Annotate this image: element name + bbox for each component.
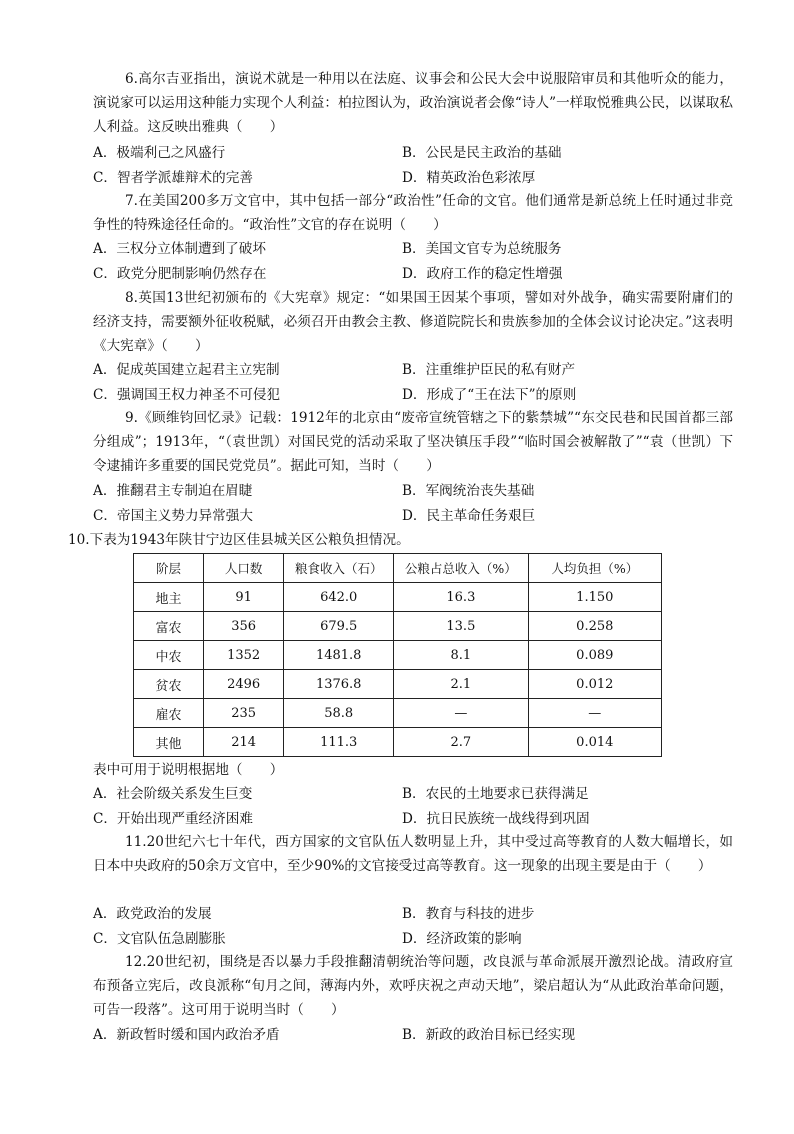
question-number: 11.: [125, 834, 147, 850]
table-row: [134, 670, 662, 699]
table-cell: 1352: [204, 641, 284, 670]
grain-burden-table: [133, 553, 662, 757]
option-d[interactable]: D．经济政策的影响: [402, 930, 522, 947]
question-12-options: [93, 1023, 733, 1048]
question-stem: 下表为1943年陕甘宁边区佳县城关区公粮负担情况。: [89, 532, 410, 548]
option-b[interactable]: B．农民的土地要求已获得满足: [402, 786, 589, 802]
question-number: 8.: [125, 290, 138, 306]
table-row: [134, 641, 662, 670]
question-10-options: [93, 782, 733, 831]
option-c[interactable]: C．智者学派雄辩术的完善: [93, 169, 253, 186]
option-a[interactable]: A．极端利己之风盛行: [93, 145, 226, 161]
question-stem: 英国13世纪初颁布的《大宪章》规定：“如果国王因某个事项，譬如对外战争，确实需要附庸们的经济支持，需要额外征收税赋，必须召开由教会主教、修道院院长和贵族参加的全体会议讨论决定。”这表明《大宪章》（ ）: [93, 290, 733, 354]
option-b[interactable]: B．教育与科技的进步: [402, 906, 535, 922]
option-a[interactable]: A．新政暂时缓和国内政治矛盾: [93, 1027, 280, 1043]
option-a[interactable]: A．三权分立体制遭到了破坏: [93, 241, 266, 257]
question-8: [93, 286, 733, 358]
question-stem: 20世纪初，围绕是否以暴力手段推翻清朝统治等问题，改良派与革命派展开激烈论战。清政府宣布预备立宪后，改良派称“旬月之间，薄海内外，欢呼庆祝之声动天地”，梁启超认为“从此政治革命问题，可告一段落”。这可用于说明当时（ ）: [93, 954, 733, 1018]
question-stem: 20世纪六七十年代，西方国家的文官队伍人数明显上升，其中受过高等教育的人数大幅增长，如日本中央政府的50余万文官中，至少90%的文官接受过高等教育。这一现象的出现主要是由于（ ）: [93, 834, 733, 874]
table-cell: 2496: [204, 670, 284, 699]
table-cell: 91: [204, 583, 284, 612]
table-cell: 1481.8: [284, 641, 394, 670]
question-number: 9.: [125, 410, 138, 426]
table-cell: —: [394, 699, 528, 728]
table-cell: 贫农: [134, 670, 204, 699]
table-cell: 1376.8: [284, 670, 394, 699]
question-number: 6.: [125, 71, 138, 87]
question-12: [93, 950, 733, 1022]
table-cell: 214: [204, 728, 284, 757]
option-c[interactable]: C．政党分肥制影响仍然存在: [93, 265, 267, 282]
option-a[interactable]: A．促成英国建立起君主立宪制: [93, 362, 280, 378]
table-cell: 58.8: [284, 699, 394, 728]
question-9-options: [93, 479, 733, 528]
option-b[interactable]: B．公民是民主政治的基础: [402, 145, 562, 161]
option-d[interactable]: D．抗日民族统一战线得到巩固: [402, 810, 590, 827]
table-cell: 0.012: [528, 670, 661, 699]
table-cell: 地主: [134, 583, 204, 612]
option-b[interactable]: B．军阀统治丧失基础: [402, 483, 535, 499]
table-cell: 1.150: [528, 583, 661, 612]
question-stem: 在美国200多万文官中，其中包括一部分“政治性”任命的文官。他们通常是新总统上任时通过非竞争性的特殊途径任命的。“政治性”文官的存在说明（ ）: [93, 193, 733, 233]
table-row: [134, 699, 662, 728]
table-cell: 2.7: [394, 728, 528, 757]
table-cell: 雇农: [134, 699, 204, 728]
table-cell: 13.5: [394, 612, 528, 641]
question-number: 12.: [125, 954, 147, 970]
question-number: 7.: [125, 193, 138, 209]
table-cell: 其他: [134, 728, 204, 757]
table-cell: 富农: [134, 612, 204, 641]
table-row: [134, 612, 662, 641]
option-d[interactable]: D．民主革命任务艰巨: [402, 507, 536, 524]
question-number: 10.: [68, 532, 90, 548]
table-cell: 0.089: [528, 641, 661, 670]
column-header: 阶层: [134, 554, 204, 583]
table-cell: 111.3: [284, 728, 394, 757]
table-cell: 0.014: [528, 728, 661, 757]
question-11: [93, 830, 733, 878]
question-7: [93, 189, 733, 237]
question-stem: 《顾维钧回忆录》记载：1912年的北京由“废帝宣统管辖之下的紫禁城”“东交民巷和民国首都三部分组成”；1913年，“（袁世凯）对国民党的活动采取了坚决镇压手段”“临时国会被解散了”“袁（世凯）下令逮捕许多重要的国民党党员”。据此可知，当时（ ）: [93, 410, 733, 474]
table-cell: 235: [204, 699, 284, 728]
table-row: [134, 728, 662, 757]
option-b[interactable]: B．新政的政治目标已经实现: [402, 1027, 576, 1043]
question-6-options: [93, 141, 733, 190]
column-header: 人均负担（%）: [528, 554, 661, 583]
table-cell: 0.258: [528, 612, 661, 641]
table-cell: 16.3: [394, 583, 528, 612]
question-7-options: [93, 237, 733, 286]
table-cell: 356: [204, 612, 284, 641]
table-row: [134, 583, 662, 612]
option-c[interactable]: C．开始出现严重经济困难: [93, 810, 253, 827]
column-header: 公粮占总收入（%）: [394, 554, 528, 583]
table-cell: 679.5: [284, 612, 394, 641]
question-10-prompt: [93, 758, 733, 782]
option-d[interactable]: D．政府工作的稳定性增强: [402, 265, 563, 282]
option-b[interactable]: B．注重维护臣民的私有财产: [402, 362, 576, 378]
option-c[interactable]: C．强调国王权力神圣不可侵犯: [93, 386, 281, 403]
table-header-row: [134, 554, 662, 583]
option-c[interactable]: C．帝国主义势力异常强大: [93, 507, 253, 524]
table-cell: 642.0: [284, 583, 394, 612]
question-10: [68, 528, 728, 552]
table-cell: —: [528, 699, 661, 728]
question-prompt: 表中可用于说明根据地（ ）: [93, 762, 284, 778]
question-8-options: [93, 358, 733, 407]
question-6: [93, 67, 733, 139]
option-d[interactable]: D．精英政治色彩浓厚: [402, 169, 536, 186]
question-9: [93, 406, 733, 478]
table-cell: 2.1: [394, 670, 528, 699]
question-stem: 高尔吉亚指出，演说术就是一种用以在法庭、议事会和公民大会中说服陪审员和其他听众的能力，演说家可以运用这种能力实现个人利益：柏拉图认为，政治演说者会像“诗人”一样取悦雅典公民，以谋取私人利益。这反映出雅典（ ）: [93, 71, 733, 135]
option-a[interactable]: A．社会阶级关系发生巨变: [93, 786, 253, 802]
table-cell: 中农: [134, 641, 204, 670]
question-11-options: [93, 902, 733, 951]
column-header: 粮食收入（石）: [284, 554, 394, 583]
option-a[interactable]: A．推翻君主专制迫在眉睫: [93, 483, 253, 499]
option-c[interactable]: C．文官队伍急剧膨胀: [93, 930, 226, 947]
column-header: 人口数: [204, 554, 284, 583]
option-d[interactable]: D．形成了“王在法下”的原则: [402, 386, 577, 403]
table-cell: 8.1: [394, 641, 528, 670]
option-b[interactable]: B．美国文官专为总统服务: [402, 241, 562, 257]
option-a[interactable]: A．政党政治的发展: [93, 906, 212, 922]
